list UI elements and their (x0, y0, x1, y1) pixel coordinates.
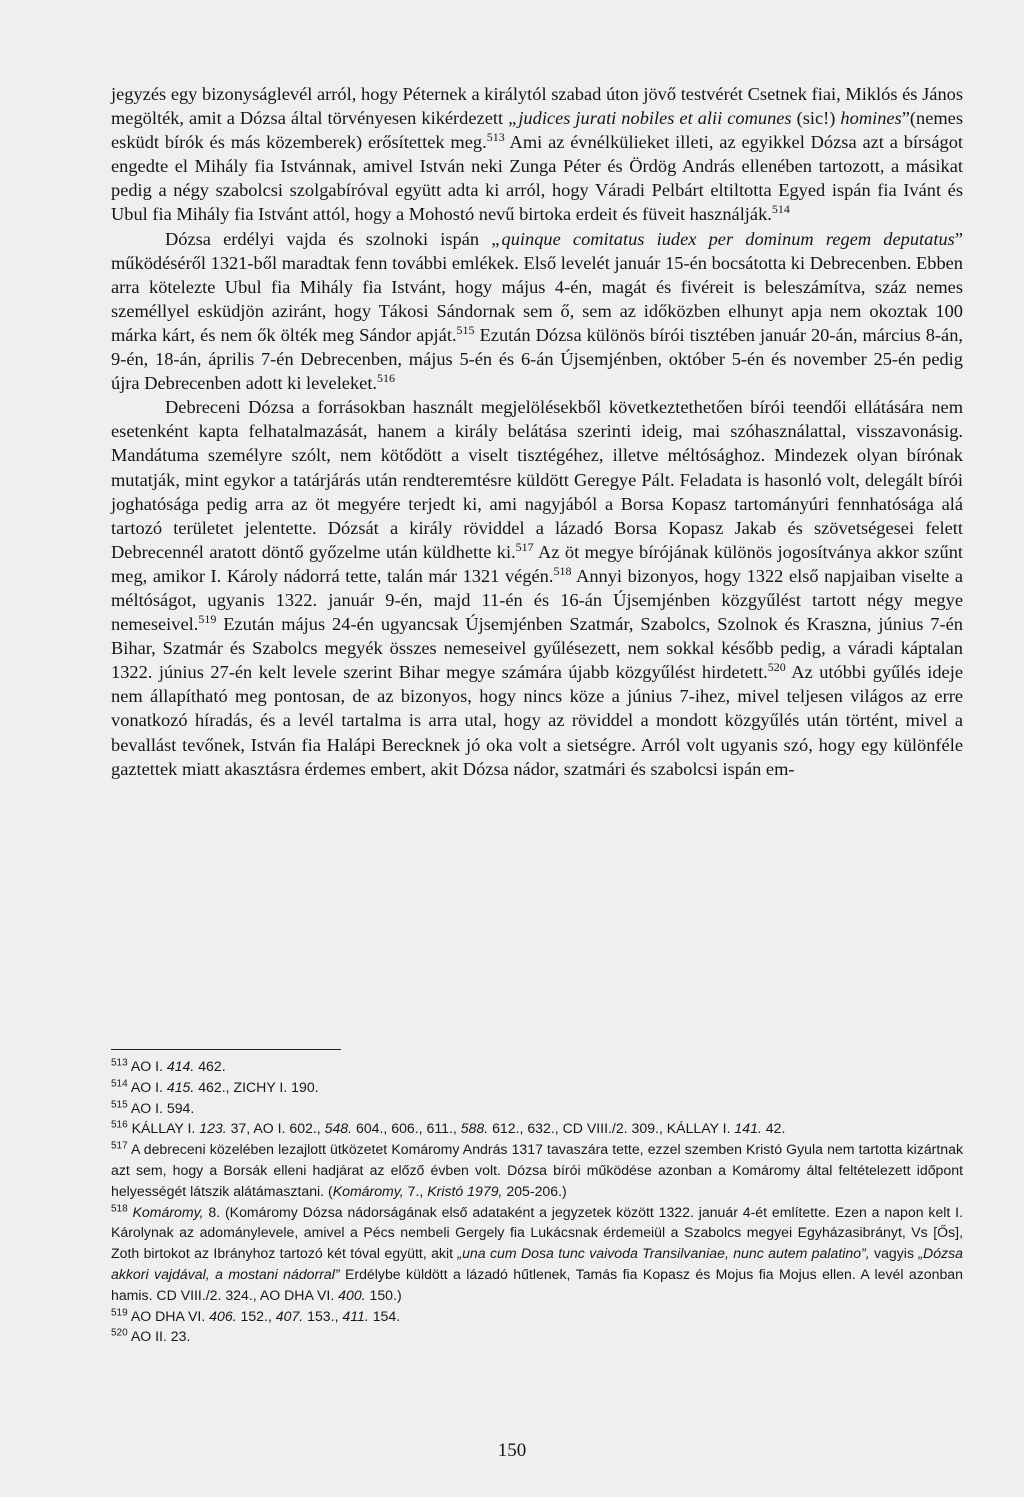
footnote-text: 7., (403, 1182, 428, 1199)
footnote-text: 153., (303, 1307, 343, 1324)
footnote-text: 462. (194, 1058, 226, 1074)
footnote-519 (111, 1306, 963, 1327)
text-run: Annyi bizonyos, hogy 1322 első napjaiban viselte a méltóságot, ugyanis 1322. január 9-én, majd 11-én és 16-án Újsemjénben közgyűlést tartott négy megye nemeseivel. (111, 565, 964, 635)
footnote-number: 516 (111, 1119, 128, 1131)
footnote-text: 604., 606., 611., (352, 1120, 461, 1137)
paragraph-2 (111, 227, 963, 396)
footnote-italic: „Dózsa akkori vajdával, a mostani nádorral” (111, 1245, 964, 1282)
paragraph-3 (111, 395, 963, 781)
footnote-ref[interactable]: 514 (771, 202, 790, 217)
footnote-text: 8. (Komáromy Dózsa nádorságának első adataként a jegyzetek között 1322. január 4-ét említette. Ezen a napon kelt I. Károlynak az adománylevele, amivel a Pécs nembeli Gergely fia Lukácsnak érdemeiül a Szabolcs megyei Egyházasibrányt, Vs [Ős], Zoth birtokot az Ibrányhoz tartozó két tóval együtt, akit (111, 1203, 964, 1262)
footnote-text: 152., (236, 1307, 276, 1324)
footnote-number: 515 (111, 1098, 128, 1110)
footnote-ref[interactable]: 519 (198, 611, 217, 626)
footnote-italic: 123. (199, 1120, 227, 1137)
footnote-text: 462., ZICHY I. 190. (194, 1078, 319, 1095)
text-run: Dózsa erdélyi vajda és szolnoki ispán (165, 228, 492, 249)
footnote-italic: 588. (460, 1120, 489, 1137)
footnote-text: 150.) (365, 1286, 402, 1303)
footnote-text: AO I. (127, 1078, 167, 1095)
text-run: Debreceni Dózsa a forrásokban használt megjelölésekből következtethetően bírói teendői ellátására nem esetenként kapta felhatalmazását, hanem a király belátása szerinti ideig, mai szóhasználattal, visszavonásig. Mandátuma személyre szólt, nem kötődött a viselt tisztégéhez, illetve méltósághoz. Mindezek olyan bírónak mutatják, mint egykor a tatárjárás után rendteremtésre küldött Geregye Pált. Feladata is hasonló volt, delegált bírói joghatósága pedig arra az öt megyére terjedt ki, ami nagyjából a Borsa Kopasz tartományúri fennhatósága alá tartozó területet jelentette. Dózsát a király röviddel a lázadó Borsa Kopasz Jakab és szövetségesei felett Debrecennél aratott döntő győzelme után küldhette ki. (111, 397, 963, 562)
text-run: (sic!) (791, 108, 841, 129)
footnote-text: 37, AO I. 602., (226, 1120, 325, 1137)
footnote-517 (111, 1139, 963, 1201)
footnote-514 (111, 1077, 963, 1098)
footnote-italic: Komáromy, (332, 1182, 404, 1199)
footnote-text: AO I. (127, 1058, 167, 1074)
footnote-italic: Komáromy, (127, 1203, 204, 1220)
footnote-italic: 414. (166, 1058, 195, 1074)
footnote-text: A debreceni közelében lezajlott ütközetet Komáromy András 1317 tavaszára tette, ezzel szemben Kristó Gyula nem tartotta kizártnak azt sem, hogy a Borsák elleni hadjárat az előző évben volt. Dózsa bírói működése azonban a Komáromy által feltételezett időpont helyességét látszik alátámasztani. ( (111, 1141, 963, 1199)
footnote-italic: Kristó 1979, (427, 1182, 503, 1199)
footnote-number: 513 (111, 1057, 128, 1069)
footnote-number: 514 (111, 1078, 128, 1090)
footnote-text: 154. (368, 1307, 401, 1324)
footnote-text: Erdélybe küldött a lázadó hűtlenek, Tamás fia Kopasz és Mojus fia Mojus ellen. A levél azonban hamis. CD VIII./2. 324., AO DHA VI. (111, 1265, 963, 1303)
latin-quote: „quinque comitatus iudex per dominum regem deputatus (491, 228, 955, 249)
footnote-text: AO II. 23. (127, 1328, 191, 1345)
footnote-italic: 411. (342, 1307, 369, 1324)
text-run: Az utóbbi gyűlés ideje nem állapítható meg pontosan, de az bizonyos, hogy nincs köze a június 7-ihez, mivel teljesen világos az erre vonatkozó híradás, és a levél tartalma is arra utal, hogy az röviddel a mondott közgyűlés után történt, mivel a bevallást tevőnek, István fia Halápi Berecknek jó oka volt a sietségre. Arról volt ugyanis szó, hogy egy különféle gaztettek miatt akasztásra érdemes embert, akit Dózsa nádor, szatmári és szabolcsi ispán em- (111, 662, 963, 779)
footnote-ref[interactable]: 515 (456, 322, 475, 337)
footnote-number: 517 (111, 1140, 128, 1152)
text-run: jegyzés egy bizonyságlevél arról, hogy Péternek a királytól szabad úton jövő testvérét Csetnek fiai, Miklós és János megölték, amit a Dózsa által törvényesen kikérdezett (111, 84, 963, 129)
footnote-ref[interactable]: 517 (515, 539, 534, 554)
footnote-ref[interactable]: 516 (377, 371, 396, 385)
footnote-text: KÁLLAY I. (127, 1120, 200, 1137)
footnote-italic: 400. (338, 1286, 366, 1303)
paragraph-1 (111, 82, 963, 227)
latin-quote: „judices jurati nobiles et alii comunes (508, 108, 792, 129)
footnote-515 (111, 1098, 963, 1119)
footnote-ref[interactable]: 520 (767, 660, 786, 675)
footnote-text: 612., 632., CD VIII./2. 309., KÁLLAY I. (488, 1120, 735, 1137)
footnotes (111, 1056, 963, 1347)
footnote-text: 205-206.) (502, 1182, 567, 1199)
footnote-italic: 415. (166, 1078, 195, 1095)
text-run: Ezután május 24-én ugyancsak Újsemjénben Szatmár, Szabolcs, Szolnok és Kraszna, június 7-én Bihar, Szatmár és Szabolcs megyék összes nemeseivel gyűlésezett, nem sokkal később pedig, a váradi káptalan 1322. június 27-én kelt levele szerint Bihar megye számára újabb közgyűlést hirdetett. (111, 614, 963, 683)
footnote-text: AO I. 594. (127, 1099, 195, 1116)
footnote-text: AO DHA VI. (127, 1307, 210, 1324)
footnote-ref[interactable]: 518 (553, 563, 572, 578)
footnote-italic: 548. (324, 1120, 353, 1137)
page-number: 150 (497, 1440, 527, 1461)
footnote-518 (111, 1202, 963, 1306)
footnote-ref[interactable]: 513 (486, 130, 505, 145)
footnote-italic: 406. (209, 1307, 237, 1324)
text-run: ” működéséről 1321-ből maradtak fenn további emlékek. Első levelét január 15-én bocsátotta ki Debrecenben. Ebben arra kötelezte Ubul fia Mihály fia Istvánt, hogy május 4-én, magát és fivéreit is beleszámítva, száz nemes személlyel esküdjön aziránt, hogy Tákosi Sándornak sem ő, sem az időközben elhunyt apja nem okoztak 100 márka kárt, és nem ők ölték meg Sándor apját. (111, 228, 963, 345)
footnote-513 (111, 1056, 963, 1077)
text-run: ”(nemes esküdt bírók és más közemberek) erősítettek meg. (111, 108, 963, 153)
footnote-italic: 407. (275, 1307, 304, 1324)
latin-word: homines (840, 108, 902, 129)
footnote-516 (111, 1118, 963, 1139)
text-run: Ami az évnélkülieket illeti, az egyikkel Dózsa azt a bírságot engedte el Mihály fia Istvánnak, amivel István neki Zunga Péter és Ördög András ellenében tartozott, a másikat pedig a négy szabolcsi szolgabíróval együtt adta ki arról, hogy Váradi Pelbárt eltiltotta Egyed ispán fia Ivánt és Ubul fia Mihály fia Istvánt attól, hogy a Mohostó nevű birtoka erdeit és füveit használják. (111, 132, 963, 225)
footnote-separator (111, 1049, 341, 1050)
footnote-text: 42. (761, 1120, 786, 1137)
text-run: Az öt megye bírójának különös jogosítványa akkor szűnt meg, amikor I. Károly nádorrá tette, talán már 1321 végén. (111, 541, 963, 586)
footnote-italic: 141. (734, 1120, 762, 1137)
footnote-number: 520 (111, 1327, 128, 1339)
text-run: Ezután Dózsa különös bírói tisztében január 20-án, március 8-án, 9-én, 18-án, április 7-én Debrecenben, május 5-én és 6-án Újsemjénben, október 5-én és november 25-én pedig újra Debrecenben adott ki leveleket. (111, 324, 963, 394)
footnote-text: vagyis (869, 1245, 919, 1262)
main-text (111, 82, 963, 781)
footnote-number: 519 (111, 1306, 128, 1318)
footnote-520 (111, 1326, 963, 1347)
footnote-number: 518 (111, 1202, 128, 1214)
footnote-italic: „una cum Dosa tunc vaivoda Transilvaniae, nunc autem palatino”, (457, 1245, 870, 1262)
